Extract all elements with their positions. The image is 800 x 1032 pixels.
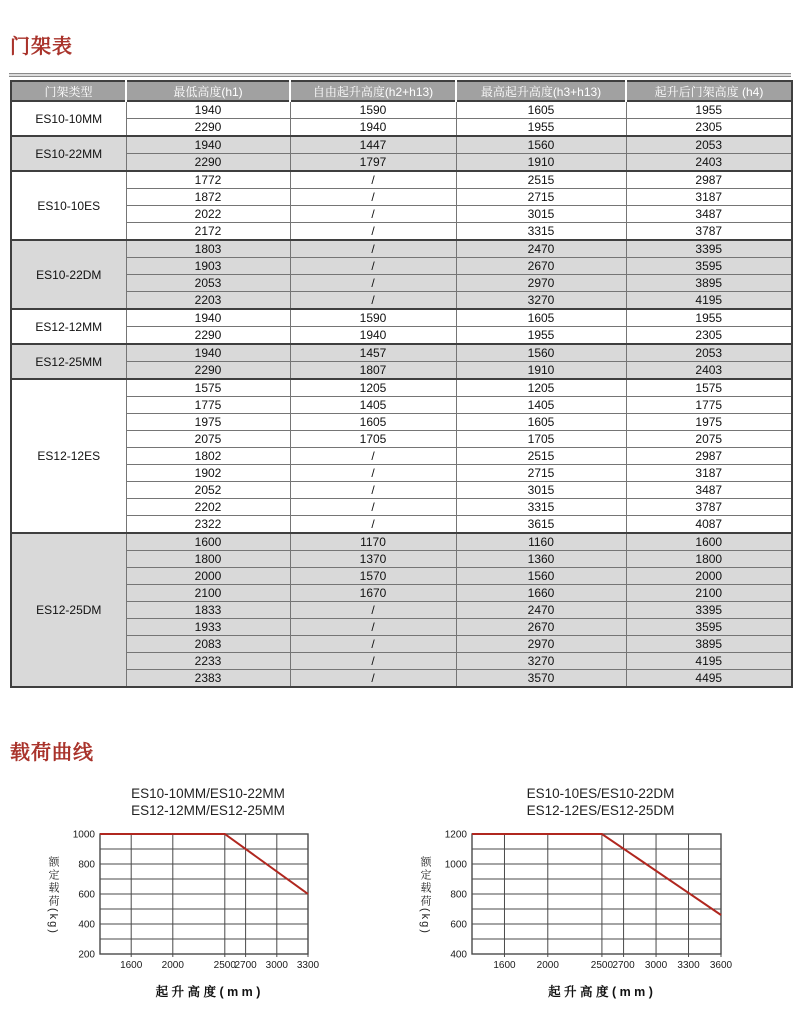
value-cell: 1800: [626, 551, 792, 568]
table-row: [11, 258, 792, 275]
table-row: [11, 585, 792, 602]
chart-plot-area: [44, 828, 322, 978]
load-curve-title: 载荷曲线: [10, 742, 94, 764]
value-cell: 1807: [290, 362, 456, 380]
value-cell: 1205: [456, 379, 626, 397]
table-row: [11, 327, 792, 345]
value-cell: 1775: [626, 397, 792, 414]
table-row: [11, 414, 792, 431]
x-tick-label: 2000: [536, 960, 559, 971]
value-cell: /: [290, 482, 456, 499]
x-tick-label: 2700: [234, 960, 257, 971]
value-cell: 2053: [626, 136, 792, 154]
value-cell: 1705: [290, 431, 456, 448]
value-cell: 2987: [626, 448, 792, 465]
value-cell: 1160: [456, 533, 626, 551]
table-row: [11, 568, 792, 585]
value-cell: 3595: [626, 619, 792, 636]
table-row: [11, 154, 792, 172]
table-row: [11, 551, 792, 568]
value-cell: 2715: [456, 465, 626, 482]
load-chart-svg: [416, 828, 735, 978]
value-cell: 1903: [126, 258, 290, 275]
value-cell: 1605: [456, 309, 626, 327]
table-row: [11, 101, 792, 119]
value-cell: 3570: [456, 670, 626, 688]
value-cell: /: [290, 499, 456, 516]
value-cell: 2290: [126, 154, 290, 172]
column-header: 门架类型: [11, 81, 126, 101]
value-cell: 1600: [626, 533, 792, 551]
value-cell: 1802: [126, 448, 290, 465]
table-row: [11, 275, 792, 292]
value-cell: 1775: [126, 397, 290, 414]
table-row: [11, 223, 792, 241]
value-cell: 1660: [456, 585, 626, 602]
value-cell: 1575: [626, 379, 792, 397]
value-cell: 1457: [290, 344, 456, 362]
table-row: [11, 397, 792, 414]
value-cell: 1910: [456, 362, 626, 380]
table-row: [11, 240, 792, 258]
y-tick-label: 1000: [444, 859, 467, 871]
y-tick-label: 1000: [72, 829, 95, 841]
value-cell: 1797: [290, 154, 456, 172]
value-cell: 3895: [626, 275, 792, 292]
chart-title-line: ES12-12ES/ES12-25DM: [526, 803, 675, 818]
table-row: [11, 119, 792, 137]
value-cell: 3187: [626, 189, 792, 206]
value-cell: /: [290, 465, 456, 482]
value-cell: /: [290, 275, 456, 292]
load-chart-svg: [44, 828, 322, 978]
value-cell: 2305: [626, 119, 792, 137]
value-cell: 2075: [626, 431, 792, 448]
table-row: [11, 379, 792, 397]
value-cell: 1940: [290, 327, 456, 345]
x-axis-label: 起 升 高 度 ( m m ): [548, 985, 653, 999]
value-cell: /: [290, 653, 456, 670]
divider-line: [9, 73, 791, 77]
y-tick-label: 200: [78, 949, 95, 961]
table-row: [11, 499, 792, 516]
value-cell: 1605: [456, 414, 626, 431]
x-tick-label: 2700: [612, 960, 635, 971]
value-cell: 2470: [456, 602, 626, 619]
value-cell: 2233: [126, 653, 290, 670]
x-tick-label: 3300: [296, 960, 320, 971]
value-cell: 2470: [456, 240, 626, 258]
value-cell: 1955: [456, 119, 626, 137]
value-cell: 1833: [126, 602, 290, 619]
chart-plot-area: [416, 828, 735, 978]
value-cell: 3487: [626, 482, 792, 499]
value-cell: 1670: [290, 585, 456, 602]
value-cell: 2987: [626, 171, 792, 189]
x-tick-label: 3000: [265, 960, 288, 971]
value-cell: /: [290, 448, 456, 465]
model-cell: ES12-12ES: [11, 379, 126, 533]
table-row: [11, 206, 792, 223]
x-tick-label: 2500: [213, 960, 236, 971]
value-cell: 3315: [456, 223, 626, 241]
value-cell: /: [290, 240, 456, 258]
value-cell: 1405: [290, 397, 456, 414]
value-cell: 2322: [126, 516, 290, 534]
x-tick-label: 3600: [709, 960, 733, 971]
value-cell: /: [290, 636, 456, 653]
value-cell: /: [290, 223, 456, 241]
value-cell: /: [290, 516, 456, 534]
value-cell: /: [290, 206, 456, 223]
value-cell: 2100: [626, 585, 792, 602]
value-cell: 1575: [126, 379, 290, 397]
table-row: [11, 653, 792, 670]
table-row: [11, 292, 792, 310]
chart-title-line: ES10-10ES/ES10-22DM: [526, 786, 675, 801]
value-cell: 4195: [626, 292, 792, 310]
value-cell: 1605: [456, 101, 626, 119]
value-cell: 3315: [456, 499, 626, 516]
value-cell: 3395: [626, 240, 792, 258]
table-header: [11, 81, 792, 101]
value-cell: 2970: [456, 275, 626, 292]
value-cell: 1803: [126, 240, 290, 258]
value-cell: 2290: [126, 327, 290, 345]
value-cell: 1933: [126, 619, 290, 636]
value-cell: 1560: [456, 344, 626, 362]
value-cell: 1570: [290, 568, 456, 585]
value-cell: 3487: [626, 206, 792, 223]
value-cell: 2403: [626, 362, 792, 380]
table-row: [11, 171, 792, 189]
table-row: [11, 189, 792, 206]
table-row: [11, 533, 792, 551]
value-cell: 1205: [290, 379, 456, 397]
model-cell: ES12-25MM: [11, 344, 126, 379]
model-cell: ES12-25DM: [11, 533, 126, 687]
value-cell: 2383: [126, 670, 290, 688]
value-cell: 3270: [456, 292, 626, 310]
column-header: 起升后门架高度 (h4): [626, 81, 792, 101]
value-cell: 3270: [456, 653, 626, 670]
table-row: [11, 362, 792, 380]
y-tick-label: 400: [450, 949, 467, 961]
chart-title-line: ES10-10MM/ES10-22MM: [131, 786, 285, 801]
value-cell: 4087: [626, 516, 792, 534]
mast-table-title: 门架表: [10, 36, 73, 58]
value-cell: 1447: [290, 136, 456, 154]
chart-title-line: ES12-12MM/ES12-25MM: [131, 803, 285, 818]
value-cell: /: [290, 602, 456, 619]
value-cell: 3787: [626, 223, 792, 241]
value-cell: 2515: [456, 171, 626, 189]
table-row: [11, 670, 792, 688]
table-row: [11, 136, 792, 154]
column-header: 最低高度(h1): [126, 81, 290, 101]
model-cell: ES10-10ES: [11, 171, 126, 240]
value-cell: 4495: [626, 670, 792, 688]
model-cell: ES10-22MM: [11, 136, 126, 171]
value-cell: 1975: [126, 414, 290, 431]
table-row: [11, 636, 792, 653]
table-row: [11, 619, 792, 636]
value-cell: 1370: [290, 551, 456, 568]
value-cell: 2670: [456, 619, 626, 636]
value-cell: 2715: [456, 189, 626, 206]
load-curve-line: [472, 834, 721, 915]
value-cell: 1560: [456, 136, 626, 154]
value-cell: 1705: [456, 431, 626, 448]
value-cell: /: [290, 292, 456, 310]
value-cell: 1940: [126, 344, 290, 362]
y-tick-label: 600: [450, 919, 467, 931]
value-cell: 3395: [626, 602, 792, 619]
value-cell: 1940: [126, 136, 290, 154]
load-chart-es-dm: [416, 785, 735, 1000]
value-cell: 2000: [126, 568, 290, 585]
value-cell: 3615: [456, 516, 626, 534]
value-cell: 2202: [126, 499, 290, 516]
y-tick-label: 800: [450, 889, 467, 901]
value-cell: 1955: [626, 309, 792, 327]
value-cell: 1955: [456, 327, 626, 345]
value-cell: 1590: [290, 101, 456, 119]
value-cell: 1800: [126, 551, 290, 568]
value-cell: /: [290, 189, 456, 206]
value-cell: 1605: [290, 414, 456, 431]
value-cell: 1772: [126, 171, 290, 189]
table-row: [11, 309, 792, 327]
value-cell: 1940: [126, 309, 290, 327]
value-cell: /: [290, 258, 456, 275]
y-axis-label: 额定载荷(kg): [47, 855, 59, 935]
chart-title: [44, 785, 322, 819]
y-tick-label: 600: [78, 889, 95, 901]
value-cell: 2305: [626, 327, 792, 345]
value-cell: 1940: [290, 119, 456, 137]
table-row: [11, 448, 792, 465]
value-cell: 1940: [126, 101, 290, 119]
value-cell: 2290: [126, 119, 290, 137]
y-axis-label: 额定载荷(kg): [419, 855, 431, 935]
value-cell: 2053: [126, 275, 290, 292]
x-axis-label: 起 升 高 度 ( m m ): [155, 985, 261, 999]
table-row: [11, 344, 792, 362]
value-cell: /: [290, 171, 456, 189]
value-cell: 3895: [626, 636, 792, 653]
value-cell: 3595: [626, 258, 792, 275]
value-cell: 2403: [626, 154, 792, 172]
x-tick-label: 3300: [677, 960, 700, 971]
value-cell: 2290: [126, 362, 290, 380]
table-row: [11, 465, 792, 482]
x-tick-label: 2500: [590, 960, 614, 971]
model-cell: ES12-12MM: [11, 309, 126, 344]
x-tick-label: 3000: [644, 960, 668, 971]
table-row: [11, 602, 792, 619]
value-cell: 2053: [626, 344, 792, 362]
table-row: [11, 431, 792, 448]
value-cell: 2172: [126, 223, 290, 241]
value-cell: /: [290, 619, 456, 636]
y-tick-label: 800: [78, 859, 95, 871]
value-cell: 2100: [126, 585, 290, 602]
y-tick-label: 1200: [444, 829, 467, 841]
mast-table: [10, 80, 793, 688]
value-cell: 1902: [126, 465, 290, 482]
value-cell: 2052: [126, 482, 290, 499]
value-cell: 3787: [626, 499, 792, 516]
value-cell: 2000: [626, 568, 792, 585]
chart-title: [416, 785, 735, 819]
y-tick-label: 400: [78, 919, 95, 931]
header-row: [11, 81, 792, 101]
value-cell: 2970: [456, 636, 626, 653]
value-cell: /: [290, 670, 456, 688]
column-header: 自由起升高度(h2+h13): [290, 81, 456, 101]
value-cell: 1590: [290, 309, 456, 327]
value-cell: 4195: [626, 653, 792, 670]
value-cell: 1170: [290, 533, 456, 551]
value-cell: 1360: [456, 551, 626, 568]
value-cell: 2515: [456, 448, 626, 465]
value-cell: 3015: [456, 482, 626, 499]
value-cell: 2083: [126, 636, 290, 653]
load-chart-mm: [44, 785, 322, 1000]
grid-lines: [100, 834, 308, 954]
model-cell: ES10-10MM: [11, 101, 126, 136]
table-row: [11, 482, 792, 499]
value-cell: 2203: [126, 292, 290, 310]
x-tick-label: 2000: [161, 960, 184, 971]
value-cell: 1405: [456, 397, 626, 414]
value-cell: 1975: [626, 414, 792, 431]
x-tick-label: 1600: [120, 960, 143, 971]
value-cell: 2022: [126, 206, 290, 223]
value-cell: 2670: [456, 258, 626, 275]
value-cell: 1600: [126, 533, 290, 551]
column-header: 最高起升高度(h3+h13): [456, 81, 626, 101]
value-cell: 1872: [126, 189, 290, 206]
value-cell: 1560: [456, 568, 626, 585]
value-cell: 3187: [626, 465, 792, 482]
grid-lines: [472, 834, 721, 954]
table-row: [11, 516, 792, 534]
x-tick-label: 1600: [493, 960, 516, 971]
value-cell: 3015: [456, 206, 626, 223]
value-cell: 1955: [626, 101, 792, 119]
value-cell: 2075: [126, 431, 290, 448]
model-cell: ES10-22DM: [11, 240, 126, 309]
value-cell: 1910: [456, 154, 626, 172]
